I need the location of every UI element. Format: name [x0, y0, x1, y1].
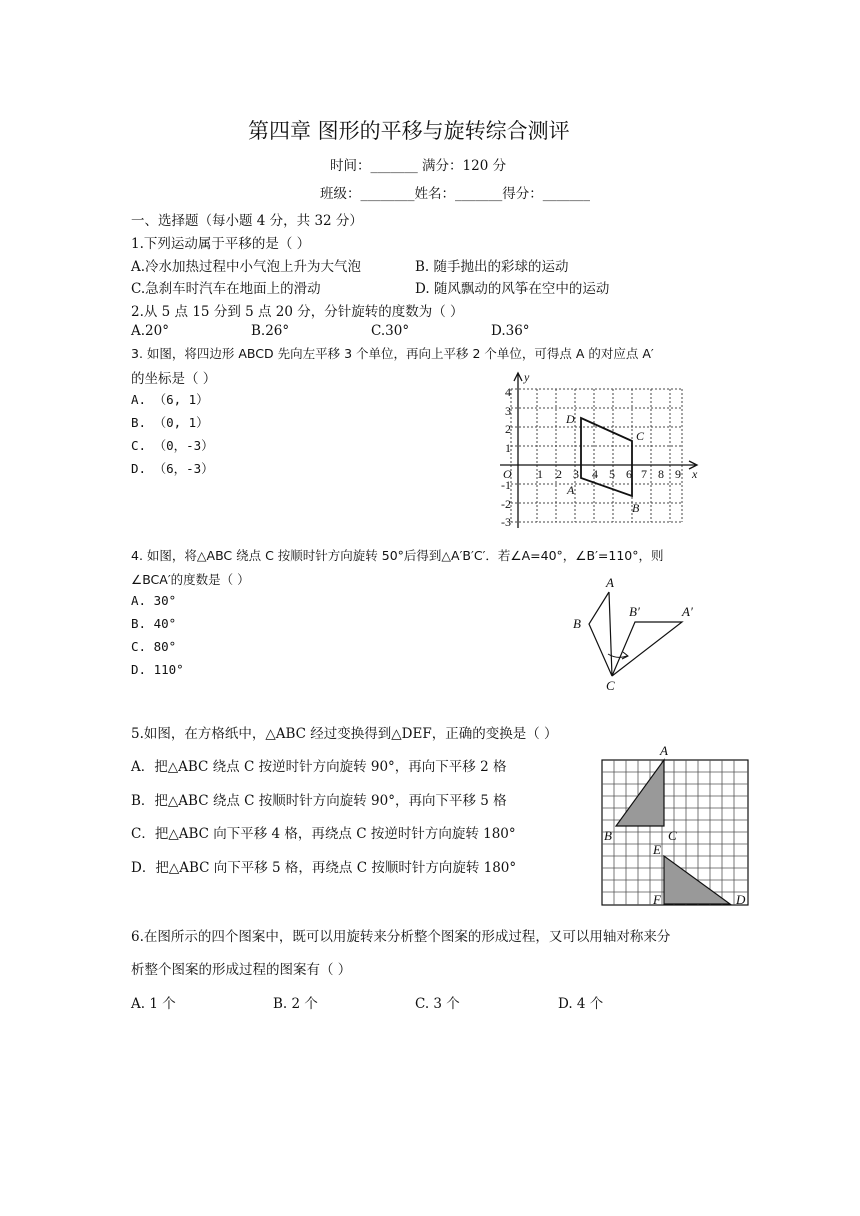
- q2-option-a: A.20°: [131, 323, 169, 339]
- x-axis-label: x: [692, 467, 698, 481]
- q5-stem: 5.如图，在方格纸中，△ABC 经过变换得到△DEF，正确的变换是（ ）: [131, 726, 558, 742]
- q6-option-d: D. 4 个: [558, 996, 604, 1012]
- q2-option-c: C.30°: [371, 323, 410, 339]
- y-tick-1: 1: [505, 441, 511, 455]
- q3-axes: [500, 373, 697, 528]
- y-axis-label: y: [524, 370, 530, 384]
- x-tick-7: 7: [641, 467, 647, 481]
- q1-stem: 1.下列运动属于平移的是（ ）: [131, 236, 311, 252]
- q6-stem-line2: 析整个图案的形成过程的图案有（ ）: [131, 962, 352, 978]
- x-tick-3: 3: [573, 467, 579, 481]
- q5-label-c: C: [668, 828, 677, 843]
- q1-option-a: A.冷水加热过程中小气泡上升为大气泡: [131, 259, 362, 275]
- origin-label: O: [503, 467, 512, 481]
- y-tick-2: 2: [505, 422, 511, 436]
- q2-stem: 2.从 5 点 15 分到 5 点 20 分，分针旋转的度数为（ ）: [131, 304, 464, 320]
- q4-label-c: C: [606, 678, 615, 692]
- q1-option-b: B. 随手抛出的彩球的运动: [415, 259, 569, 275]
- q2-option-d: D.36°: [491, 323, 530, 339]
- q3-option-d: D. （6，-3）: [131, 461, 214, 476]
- x-tick-5: 5: [609, 467, 615, 481]
- q4-label-aprime: A′: [682, 604, 693, 619]
- triangle-abc-shaded: [616, 760, 664, 826]
- time-score-line: 时间：_______ 满分：120 分: [330, 158, 507, 174]
- q6-option-c: C. 3 个: [415, 996, 460, 1012]
- q4-stem-line2: ∠BCA′的度数是（ ）: [131, 572, 250, 587]
- q3-option-a: A. （6, 1）: [131, 392, 209, 407]
- q4-option-b: B. 40°: [131, 616, 177, 631]
- q5-label-a: A: [660, 743, 668, 758]
- x-tick-1: 1: [537, 467, 543, 481]
- x-tick-8: 8: [658, 467, 664, 481]
- q5-option-c: C．把△ABC 向下平移 4 格，再绕点 C 按逆时针方向旋转 180°: [131, 826, 516, 842]
- section-heading: 一、选择题（每小题 4 分，共 32 分）: [131, 213, 363, 229]
- x-tick-6: 6: [626, 467, 632, 481]
- q3-grid: [511, 389, 682, 522]
- q4-label-b: B: [573, 616, 581, 631]
- q5-option-d: D．把△ABC 向下平移 5 格，再绕点 C 按顺时针方向旋转 180°: [131, 860, 517, 876]
- y-tick-3: 3: [505, 404, 511, 418]
- q6-option-a: A. 1 个: [131, 996, 176, 1012]
- page-title: 第四章 图形的平移与旋转综合测评: [248, 119, 570, 143]
- point-a-label: A: [567, 483, 575, 497]
- q4-option-a: A. 30°: [131, 593, 177, 608]
- q3-stem-line1: 3. 如图，将四边形 ABCD 先向左平移 3 个单位，再向上平移 2 个单位，可得点 A 的对应点 A′: [131, 346, 654, 361]
- q4-stem-line1: 4. 如图，将△ABC 绕点 C 按顺时针方向旋转 50°后得到△A′B′C′．若∠A=40°，∠B′=110°，则: [131, 548, 664, 563]
- q3-option-b: B. （0, 1）: [131, 415, 209, 430]
- y-tick-4: 4: [505, 385, 511, 399]
- x-tick-9: 9: [675, 467, 681, 481]
- q5-label-d: D: [736, 892, 746, 907]
- x-tick-4: 4: [592, 467, 598, 481]
- q6-option-b: B. 2 个: [273, 996, 318, 1012]
- q5-option-b: B．把△ABC 绕点 C 按顺时针方向旋转 90°，再向下平移 5 格: [131, 793, 507, 809]
- q4-rotation-figure: [565, 572, 705, 692]
- q3-coordinate-figure: [496, 368, 708, 530]
- q5-label-e: E: [653, 842, 661, 857]
- triangle-abprime: [612, 622, 682, 676]
- y-tick-neg1: -1: [501, 478, 511, 492]
- q4-option-d: D. 110°: [131, 662, 184, 677]
- x-tick-2: 2: [556, 467, 562, 481]
- q4-label-a: A: [606, 575, 614, 590]
- q3-stem-line2: 的坐标是（ ）: [131, 371, 217, 387]
- rotation-arrow: [622, 652, 628, 659]
- q3-option-c: C. （0，-3）: [131, 438, 214, 453]
- q4-option-c: C. 80°: [131, 639, 177, 654]
- q5-label-b: B: [604, 828, 612, 843]
- point-d-label: D: [566, 412, 575, 426]
- q5-option-a: A．把△ABC 绕点 C 按逆时针方向旋转 90°，再向下平移 2 格: [131, 759, 507, 775]
- point-c-label: C: [636, 429, 645, 443]
- q5-grid-figure: [598, 742, 756, 910]
- y-tick-neg3: -3: [501, 515, 511, 529]
- q1-option-d: D. 随风飘动的风筝在空中的运动: [415, 281, 610, 297]
- q2-option-b: B.26°: [251, 323, 290, 339]
- q5-label-f: F: [653, 892, 661, 907]
- student-info-line: 班级：________姓名：_______得分：_______: [320, 186, 590, 202]
- y-tick-neg2: -2: [501, 497, 511, 511]
- q6-stem-line1: 6.在图所示的四个图案中，既可以用旋转来分析整个图案的形成过程，又可以用轴对称来分: [131, 929, 671, 945]
- q4-label-bprime: B′: [629, 604, 640, 619]
- point-b-label: B: [632, 501, 640, 515]
- triangle-abc: [589, 592, 612, 676]
- q1-option-c: C.急刹车时汽车在地面上的滑动: [131, 281, 321, 297]
